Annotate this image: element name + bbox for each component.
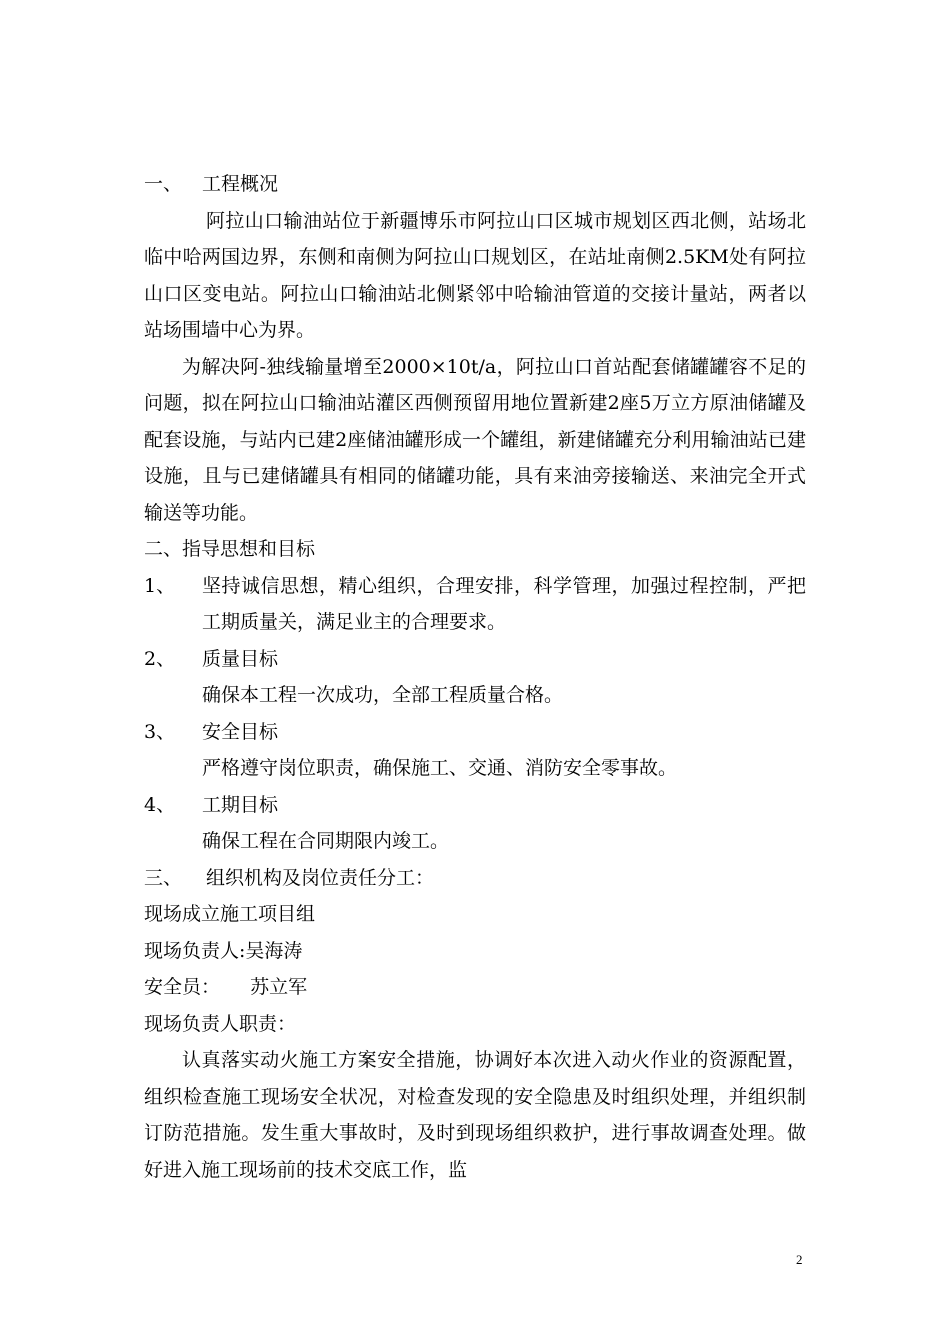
safety-officer-label: 安全员：	[144, 976, 221, 998]
goal-item-text: 工期目标	[202, 793, 279, 816]
goal-item-text: 坚持诚信思想，精心组织，合理安排，科学管理，加强过程控制，严把工期质量关，满足业主的合理要求。	[202, 574, 806, 633]
document-body	[144, 166, 806, 1188]
goal-item-text: 安全目标	[202, 720, 279, 743]
project-group-line: 现场成立施工项目组	[144, 903, 316, 925]
section3-heading	[144, 860, 806, 897]
section1-title: 工程概况	[202, 173, 279, 195]
manager-duties-heading: 现场负责人职责：	[144, 1012, 297, 1035]
manager-duties-paragraph: 认真落实动火施工方案安全措施，协调好本次进入动火作业的资源配置，组织检查施工现场安全状况，对检查发现的安全隐患及时组织处理，并组织制订防范措施。发生重大事故时，及时到现场组织救护，进行事故调查处理。做好进入施工现场前的技术交底工作，监	[144, 1049, 806, 1181]
section1-paragraph-2: 为解决阿-独线输量增至2000×10t/a，阿拉山口首站配套储罐罐容不足的问题，拟在阿拉山口输油站灌区西侧预留用地位置新建2座5万立方原油储罐及配套设施，与站内已建2座储油罐形成一个罐组，新建储罐充分利用输油站已建设施，且与已建储罐具有相同的储罐功能，具有来油旁接输送、来油完全开式输送等功能。	[144, 355, 806, 524]
section1-heading	[144, 166, 806, 203]
goal-item-text: 质量目标	[202, 647, 279, 670]
section3-title: 组织机构及岗位责任分工：	[206, 866, 435, 889]
goal-item-detail: 严格遵守岗位职责，确保施工、交通、消防安全零事故。	[202, 757, 678, 779]
safety-officer-name: 苏立军	[250, 976, 308, 998]
site-manager-line: 现场负责人:吴海涛	[144, 939, 303, 962]
safety-officer-line	[144, 969, 806, 1006]
goal-item-number: 1、	[144, 574, 176, 597]
goal-item-3	[144, 714, 806, 751]
goal-item-detail: 确保工程在合同期限内竣工。	[202, 830, 450, 852]
goal-item-number: 2、	[144, 647, 176, 670]
section2-heading: 二、指导思想和目标	[144, 538, 316, 560]
goal-item-1	[144, 568, 806, 641]
goal-item-number: 3、	[144, 720, 176, 743]
goal-item-2	[144, 641, 806, 678]
section1-number: 一、	[144, 173, 183, 195]
goal-item-4	[144, 787, 806, 824]
section1-paragraph-1: 阿拉山口输油站位于新疆博乐市阿拉山口区城市规划区西北侧，站场北临中哈两国边界，东侧和南侧为阿拉山口规划区，在站址南侧2.5KM处有阿拉山口区变电站。阿拉山口输油站北侧紧邻中哈输油管道的交接计量站，两者以站场围墙中心为界。	[144, 209, 806, 341]
goal-item-number: 4、	[144, 793, 176, 816]
section3-number: 三、	[144, 866, 183, 889]
goal-item-detail: 确保本工程一次成功，全部工程质量合格。	[202, 684, 564, 706]
page-number: 2	[796, 1252, 803, 1267]
